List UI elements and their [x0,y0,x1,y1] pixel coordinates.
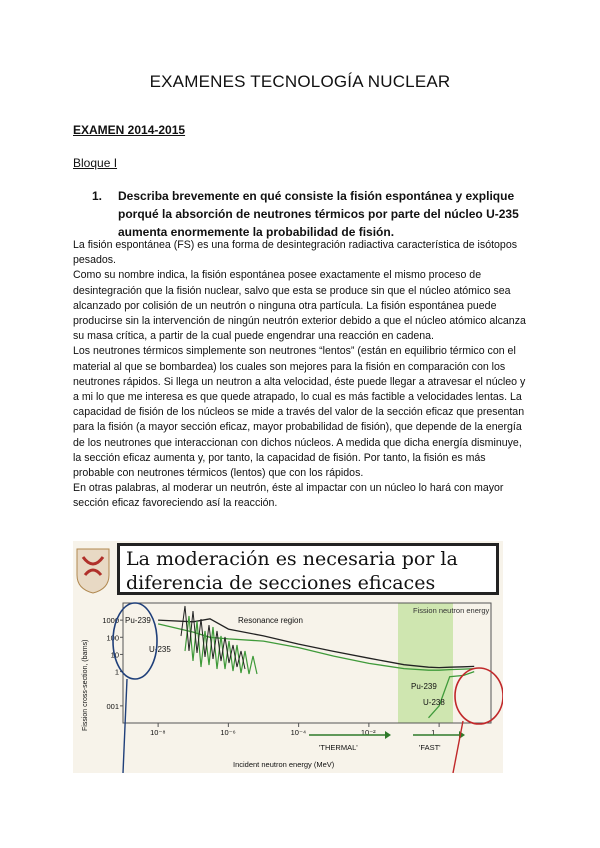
x-tick-label: 1 [431,728,436,737]
label-pu239-right: Pu-239 [411,682,437,691]
annotation-resonance: Resonance region [238,616,303,625]
x-tick-label: 10⁻² [360,728,376,737]
section-heading: Bloque I [73,156,118,170]
x-tick-label: 10⁻⁸ [150,728,166,737]
x-tick-label: 10⁻⁶ [220,728,236,737]
paragraph: Los neutrones térmicos simplemente son neutrones “lentos” (están en equilibrio térmico con el material al que se bombardea) los cuales son mejores para la fisión en comparación con los neutrones rápidos. Si llega un neutron a alta velocidad, éste puede llegar a atravesar el núcleo y a mi lo que me interesa es que quede atrapado, lo cual es más factible a velocidades lentas. La capacidad de fisión de los núcleos se mide a través del valor de la sección eficaz que presentan para la fisión (a mayor sección eficaz, mayor probabilidad de fisión), que depende de la energía de los neutrones que interaccionan con dichos núcleos. A medida que dicha energía disminuye, la sección eficaz aumenta y, por tanto, la capacidad de fisión. Por tanto, la fisión es más probable con neutrones térmicos (lentos) que con los rápidos. [73,345,526,480]
y-tick-label: 1000 [102,616,119,626]
document-title: EXAMENES TECNOLOGÍA NUCLEAR [149,72,451,91]
question-item [92,187,522,241]
y-tick-label: 100 [106,633,119,643]
y-tick-label: 1 [114,667,119,677]
y-axis [102,616,123,711]
blue-pointer-line [123,679,127,773]
x-axis [150,723,439,737]
label-pu239-left: Pu-239 [125,616,151,625]
answer-body [73,238,529,512]
cross-section-chart [73,541,503,773]
label-u235: U-235 [149,645,171,654]
red-pointer-line [453,721,463,773]
annotation-thermal: 'THERMAL' [319,743,358,752]
cross-section-figure [73,541,503,773]
paragraph: Como su nombre indica, la fisión espontánea posee exactamente el mismo proceso de desintegración que la fisión nuclear, salvo que esta se produce sin que el núcleo atómico sea alcanzado por colisión de un neutrón o ninguna otra partícula. La fisión espontánea puede producirse sin la intervención de ningún neutrón exterior debido a que el núcleo atómico alcanza su masa crítica, a partir de la cual puede engendrar una reacción en cadena. [73,269,526,343]
paragraph: En otras palabras, al moderar un neutrón, éste al impactar con un núcleo lo hará con mayor sección eficaz favoreciendo así la reacción. [73,482,504,510]
banner-line: La moderación es necesaria por la [126,548,458,570]
paragraph: La fisión espontánea (FS) es una forma de desintegración radiactiva característica de isótopos pesados. [73,239,518,267]
x-tick-label: 10⁻⁴ [290,728,307,737]
exam-heading: EXAMEN 2014-2015 [73,123,186,137]
label-u238: U-238 [423,698,445,707]
annotation-fission-energy-text: Fission neutron energy [413,606,490,615]
banner-line: diferencia de secciones eficaces [126,572,436,594]
thermal-arrowhead [385,731,391,739]
annotation-fission-energy [413,606,490,615]
annotation-fast: 'FAST' [419,743,441,752]
question-number: 1. [92,189,103,203]
question-text: Describa brevemente en qué consiste la fisión espontánea y explique porqué la absorción de neutrones térmicos por parte del núcleo U-235 aumenta enormemente la probabilidad de fisión. [118,189,519,239]
red-circle-annotation [455,668,503,724]
x-axis-label: Incident neutron energy (MeV) [233,760,335,769]
y-tick-label: 10 [110,650,119,660]
y-tick-label: 001 [106,701,119,711]
y-axis-label: Fission cross-section, (barns) [82,639,89,731]
